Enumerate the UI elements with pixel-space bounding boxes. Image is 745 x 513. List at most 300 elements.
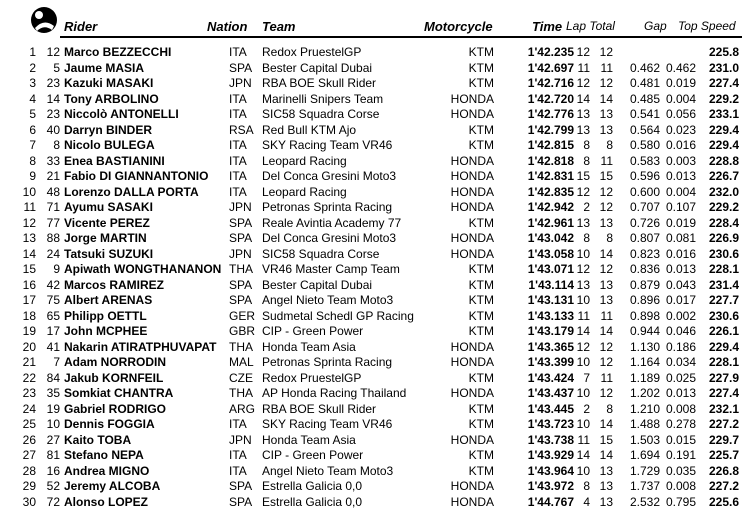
position-cell: 20 bbox=[22, 339, 36, 354]
rider-name-cell: Vicente PEREZ bbox=[64, 215, 150, 230]
gap-previous-cell: 0.016 bbox=[665, 246, 696, 261]
gap-first-cell: 0.807 bbox=[629, 231, 660, 245]
gap-first-cell: 0.583 bbox=[629, 153, 660, 168]
rider-number-cell: 88 bbox=[46, 231, 60, 245]
rider-name-cell: Stefano NEPA bbox=[64, 448, 144, 462]
lap-time-cell: 1'43.365 bbox=[527, 339, 574, 354]
team-cell: SKY Racing Team VR46 bbox=[262, 417, 393, 431]
gap-first-cell: 1.130 bbox=[629, 339, 660, 354]
gap-first-cell: 1.503 bbox=[629, 432, 660, 447]
rider-number-cell: 23 bbox=[46, 107, 60, 121]
position-cell: 27 bbox=[22, 448, 36, 462]
nation-cell: MAL bbox=[229, 355, 254, 369]
table-row bbox=[0, 433, 745, 449]
lap-time-cell: 1'42.961 bbox=[527, 215, 574, 230]
nation-cell: JPN bbox=[229, 200, 252, 214]
team-cell: SIC58 Squadra Corse bbox=[262, 107, 380, 121]
total-laps-cell: 13 bbox=[599, 122, 613, 137]
table-row bbox=[0, 154, 745, 170]
gap-previous-cell: 0.019 bbox=[665, 76, 696, 90]
gap-previous-cell: 0.004 bbox=[665, 91, 696, 106]
lap-cell: 10 bbox=[576, 417, 590, 431]
team-cell: Angel Nieto Team Moto3 bbox=[262, 293, 394, 307]
rider-number-cell: 75 bbox=[46, 293, 60, 307]
nation-cell: ARG bbox=[229, 401, 256, 416]
nation-cell: SPA bbox=[229, 293, 253, 307]
rider-number-cell: 16 bbox=[46, 463, 60, 478]
total-laps-cell: 11 bbox=[600, 153, 613, 168]
top-speed-cell: 228.1 bbox=[708, 262, 739, 276]
gap-previous-cell: 0.081 bbox=[665, 231, 696, 245]
total-laps-cell: 14 bbox=[599, 324, 613, 338]
team-cell: SKY Racing Team VR46 bbox=[262, 138, 393, 152]
total-laps-cell: 12 bbox=[599, 339, 613, 354]
team-cell: Red Bull KTM Ajo bbox=[262, 122, 357, 137]
position-cell: 3 bbox=[29, 76, 36, 90]
table-row bbox=[0, 386, 745, 402]
gap-first-cell: 2.532 bbox=[629, 494, 660, 509]
nation-cell: SPA bbox=[229, 494, 253, 509]
gap-previous-cell: 0.008 bbox=[665, 401, 696, 416]
table-row bbox=[0, 231, 745, 247]
position-cell: 6 bbox=[29, 122, 36, 137]
col-lap-total-header: Lap Total bbox=[566, 19, 615, 33]
team-cell: Petronas Sprinta Racing bbox=[262, 355, 393, 369]
team-cell: Marinelli Snipers Team bbox=[262, 91, 384, 106]
lap-time-cell: 1'43.424 bbox=[527, 370, 574, 385]
lap-time-cell: 1'43.179 bbox=[527, 324, 574, 338]
rider-name-cell: Nakarin ATIRATPHUVAPAT bbox=[64, 339, 217, 354]
motorcycle-cell: KTM bbox=[468, 417, 494, 431]
team-cell: RBA BOE Skull Rider bbox=[262, 401, 377, 416]
table-row bbox=[0, 293, 745, 309]
lap-cell: 13 bbox=[576, 277, 590, 292]
lap-time-cell: 1'43.972 bbox=[527, 479, 574, 493]
position-cell: 23 bbox=[22, 386, 36, 400]
top-speed-cell: 226.7 bbox=[708, 169, 739, 183]
lap-time-cell: 1'42.942 bbox=[527, 200, 574, 214]
rider-number-cell: 21 bbox=[46, 169, 60, 183]
rider-name-cell: John MCPHEE bbox=[64, 324, 148, 338]
lap-time-cell: 1'42.818 bbox=[527, 153, 574, 168]
rider-number-cell: 42 bbox=[46, 277, 60, 292]
team-cell: Angel Nieto Team Moto3 bbox=[262, 463, 394, 478]
table-row bbox=[0, 278, 745, 294]
rider-number-cell: 23 bbox=[46, 76, 60, 90]
gap-previous-cell: 0.016 bbox=[665, 138, 696, 152]
table-row bbox=[0, 355, 745, 371]
top-speed-cell: 232.1 bbox=[708, 401, 739, 416]
gap-previous-cell: 0.003 bbox=[665, 153, 696, 168]
lap-time-cell: 1'43.929 bbox=[527, 448, 574, 462]
team-cell: Del Conca Gresini Moto3 bbox=[262, 231, 397, 245]
lap-time-cell: 1'43.058 bbox=[527, 246, 574, 261]
position-cell: 26 bbox=[22, 432, 36, 447]
table-row bbox=[0, 107, 745, 123]
nation-cell: THA bbox=[229, 386, 253, 400]
top-speed-cell: 226.8 bbox=[708, 463, 739, 478]
total-laps-cell: 11 bbox=[600, 308, 613, 323]
motorcycle-rider-icon bbox=[30, 6, 58, 34]
motorcycle-cell: HONDA bbox=[450, 432, 494, 447]
motorcycle-cell: KTM bbox=[468, 308, 494, 323]
gap-first-cell: 0.726 bbox=[629, 215, 660, 230]
nation-cell: ITA bbox=[229, 91, 247, 106]
rider-number-cell: 14 bbox=[46, 91, 60, 106]
rider-name-cell: Dennis FOGGIA bbox=[64, 417, 155, 431]
gap-first-cell: 0.879 bbox=[629, 277, 660, 292]
position-cell: 19 bbox=[22, 324, 36, 338]
gap-first-cell: 1.210 bbox=[629, 401, 660, 416]
lap-cell: 15 bbox=[576, 169, 590, 183]
nation-cell: SPA bbox=[229, 60, 253, 75]
gap-previous-cell: 0.056 bbox=[665, 107, 696, 121]
team-cell: Reale Avintia Academy 77 bbox=[262, 215, 402, 230]
lap-cell: 12 bbox=[576, 76, 590, 90]
nation-cell: CZE bbox=[229, 370, 253, 385]
nation-cell: THA bbox=[229, 339, 253, 354]
team-cell: Leopard Racing bbox=[262, 184, 347, 199]
top-speed-cell: 227.4 bbox=[708, 76, 739, 90]
col-top-speed-header: Top Speed bbox=[678, 19, 736, 33]
gap-previous-cell: 0.002 bbox=[665, 308, 696, 323]
gap-previous-cell: 0.008 bbox=[665, 479, 696, 493]
rider-name-cell: Jakub KORNFEIL bbox=[64, 370, 164, 385]
gap-previous-cell: 0.462 bbox=[665, 60, 696, 75]
gap-first-cell: 1.202 bbox=[629, 386, 660, 400]
nation-cell: JPN bbox=[229, 246, 252, 261]
rider-number-cell: 48 bbox=[46, 184, 60, 199]
position-cell: 10 bbox=[22, 184, 36, 199]
gap-first-cell: 1.729 bbox=[629, 463, 660, 478]
col-time-header: Time bbox=[532, 19, 563, 34]
position-cell: 30 bbox=[22, 494, 36, 509]
table-row bbox=[0, 309, 745, 325]
rider-number-cell: 71 bbox=[46, 200, 60, 214]
team-cell: VR46 Master Camp Team bbox=[262, 262, 400, 276]
table-row bbox=[0, 169, 745, 185]
gap-previous-cell: 0.191 bbox=[665, 448, 696, 462]
lap-time-cell: 1'43.114 bbox=[528, 277, 574, 292]
position-cell: 24 bbox=[22, 401, 36, 416]
rider-name-cell: Jeremy ALCOBA bbox=[64, 479, 161, 493]
gap-first-cell: 1.488 bbox=[629, 417, 660, 431]
team-cell: AP Honda Racing Thailand bbox=[262, 386, 407, 400]
lap-cell: 4 bbox=[583, 494, 590, 509]
table-row bbox=[0, 216, 745, 232]
lap-time-cell: 1'42.799 bbox=[527, 122, 574, 137]
total-laps-cell: 12 bbox=[599, 386, 613, 400]
rider-name-cell: Gabriel RODRIGO bbox=[64, 401, 167, 416]
gap-first-cell: 0.596 bbox=[629, 169, 660, 183]
lap-cell: 10 bbox=[576, 386, 590, 400]
nation-cell: JPN bbox=[229, 432, 252, 447]
lap-cell: 14 bbox=[576, 448, 590, 462]
rider-number-cell: 35 bbox=[46, 386, 60, 400]
lap-cell: 11 bbox=[577, 308, 590, 323]
position-cell: 15 bbox=[22, 262, 36, 276]
motorcycle-cell: KTM bbox=[468, 401, 494, 416]
rider-number-cell: 17 bbox=[46, 324, 60, 338]
gap-first-cell: 1.694 bbox=[629, 448, 660, 462]
gap-previous-cell: 0.025 bbox=[665, 370, 696, 385]
total-laps-cell: 11 bbox=[600, 60, 613, 75]
table-row bbox=[0, 200, 745, 216]
rider-name-cell: Adam NORRODIN bbox=[64, 355, 167, 369]
gap-first-cell: 0.896 bbox=[629, 293, 660, 307]
total-laps-cell: 12 bbox=[599, 262, 613, 276]
motorcycle-cell: KTM bbox=[468, 448, 494, 462]
nation-cell: ITA bbox=[229, 463, 247, 478]
table-row bbox=[0, 185, 745, 201]
table-row bbox=[0, 402, 745, 418]
lap-time-cell: 1'43.723 bbox=[527, 417, 574, 431]
nation-cell: ITA bbox=[229, 45, 247, 59]
total-laps-cell: 14 bbox=[599, 417, 613, 431]
lap-time-cell: 1'43.738 bbox=[527, 432, 574, 447]
nation-cell: SPA bbox=[229, 231, 253, 245]
gap-previous-cell: 0.023 bbox=[665, 122, 696, 137]
lap-time-cell: 1'43.399 bbox=[527, 355, 574, 369]
top-speed-cell: 233.1 bbox=[708, 107, 739, 121]
top-speed-cell: 225.6 bbox=[708, 494, 739, 509]
motorcycle-cell: KTM bbox=[468, 76, 494, 90]
team-cell: Leopard Racing bbox=[262, 153, 347, 168]
lap-cell: 13 bbox=[576, 122, 590, 137]
rider-name-cell: Nicolo BULEGA bbox=[64, 138, 155, 152]
rider-number-cell: 84 bbox=[46, 370, 60, 385]
rider-number-cell: 81 bbox=[46, 448, 60, 462]
position-cell: 5 bbox=[29, 107, 36, 121]
nation-cell: ITA bbox=[229, 169, 247, 183]
nation-cell: ITA bbox=[229, 184, 247, 199]
gap-previous-cell: 0.034 bbox=[665, 355, 696, 369]
position-cell: 18 bbox=[22, 308, 36, 323]
total-laps-cell: 14 bbox=[599, 448, 613, 462]
rider-name-cell: Fabio DI GIANNANTONIO bbox=[64, 169, 209, 183]
col-team-header: Team bbox=[262, 19, 296, 34]
lap-cell: 14 bbox=[576, 324, 590, 338]
rider-name-cell: Jorge MARTIN bbox=[64, 231, 147, 245]
lap-cell: 12 bbox=[576, 184, 590, 199]
total-laps-cell: 8 bbox=[606, 401, 613, 416]
results-table bbox=[0, 45, 745, 510]
total-laps-cell: 14 bbox=[599, 246, 613, 261]
motorcycle-cell: HONDA bbox=[450, 200, 494, 214]
total-laps-cell: 8 bbox=[606, 138, 613, 152]
top-speed-cell: 229.4 bbox=[708, 339, 739, 354]
lap-cell: 10 bbox=[576, 355, 590, 369]
table-row bbox=[0, 92, 745, 108]
rider-name-cell: Alonso LOPEZ bbox=[64, 494, 148, 509]
lap-time-cell: 1'42.831 bbox=[527, 169, 574, 183]
lap-time-cell: 1'43.964 bbox=[527, 463, 574, 478]
lap-cell: 14 bbox=[576, 91, 590, 106]
gap-first-cell: 0.580 bbox=[629, 138, 660, 152]
gap-previous-cell: 0.013 bbox=[665, 169, 696, 183]
gap-first-cell: 0.600 bbox=[629, 184, 660, 199]
rider-name-cell: Lorenzo DALLA PORTA bbox=[64, 184, 199, 199]
gap-first-cell: 0.485 bbox=[629, 91, 660, 106]
team-cell: Honda Team Asia bbox=[262, 339, 356, 354]
top-speed-cell: 230.6 bbox=[708, 246, 739, 261]
position-cell: 7 bbox=[29, 138, 36, 152]
position-cell: 12 bbox=[22, 215, 36, 230]
position-cell: 29 bbox=[22, 479, 36, 493]
col-gap-header: Gap bbox=[644, 19, 667, 33]
rider-name-cell: Niccolò ANTONELLI bbox=[64, 107, 179, 121]
motorcycle-cell: HONDA bbox=[450, 479, 494, 493]
team-cell: SIC58 Squadra Corse bbox=[262, 246, 380, 261]
motorcycle-cell: KTM bbox=[468, 138, 494, 152]
lap-time-cell: 1'42.815 bbox=[527, 138, 574, 152]
motorcycle-cell: HONDA bbox=[450, 169, 494, 183]
lap-time-cell: 1'42.835 bbox=[527, 184, 574, 199]
motorcycle-cell: HONDA bbox=[450, 246, 494, 261]
team-cell: CIP - Green Power bbox=[262, 324, 364, 338]
lap-time-cell: 1'42.235 bbox=[527, 45, 574, 59]
total-laps-cell: 13 bbox=[599, 463, 613, 478]
motorcycle-cell: KTM bbox=[468, 215, 494, 230]
position-cell: 16 bbox=[22, 277, 36, 292]
top-speed-cell: 230.6 bbox=[708, 308, 739, 323]
rider-name-cell: Kaito TOBA bbox=[64, 432, 132, 447]
motorcycle-cell: HONDA bbox=[450, 494, 494, 509]
rider-name-cell: Andrea MIGNO bbox=[64, 463, 150, 478]
position-cell: 8 bbox=[29, 153, 36, 168]
team-cell: Honda Team Asia bbox=[262, 432, 356, 447]
motorcycle-cell: KTM bbox=[468, 370, 494, 385]
motorcycle-cell: HONDA bbox=[450, 153, 494, 168]
total-laps-cell: 12 bbox=[599, 355, 613, 369]
nation-cell: JPN bbox=[229, 76, 252, 90]
gap-previous-cell: 0.004 bbox=[665, 184, 696, 199]
gap-first-cell: 0.898 bbox=[629, 308, 660, 323]
rider-name-cell: Tatsuki SUZUKI bbox=[64, 246, 154, 261]
top-speed-cell: 232.0 bbox=[708, 184, 739, 199]
gap-previous-cell: 0.019 bbox=[665, 215, 696, 230]
col-rider-header: Rider bbox=[64, 19, 98, 34]
lap-time-cell: 1'43.071 bbox=[527, 262, 574, 276]
rider-number-cell: 72 bbox=[46, 494, 60, 509]
results-header bbox=[0, 0, 745, 40]
total-laps-cell: 12 bbox=[599, 45, 613, 59]
motorcycle-cell: KTM bbox=[468, 122, 494, 137]
lap-cell: 8 bbox=[583, 153, 590, 168]
table-row bbox=[0, 495, 745, 511]
table-row bbox=[0, 76, 745, 92]
top-speed-cell: 225.8 bbox=[708, 45, 739, 59]
lap-time-cell: 1'43.042 bbox=[527, 231, 574, 245]
rider-name-cell: Enea BASTIANINI bbox=[64, 153, 165, 168]
top-speed-cell: 229.2 bbox=[708, 200, 739, 214]
lap-cell: 12 bbox=[576, 45, 590, 59]
team-cell: Redox PruestelGP bbox=[262, 370, 362, 385]
gap-previous-cell: 0.013 bbox=[665, 386, 696, 400]
rider-name-cell: Darryn BINDER bbox=[64, 122, 153, 137]
table-row bbox=[0, 324, 745, 340]
lap-time-cell: 1'43.131 bbox=[527, 293, 574, 307]
rider-name-cell: Marco BEZZECCHI bbox=[64, 45, 172, 59]
lap-cell: 2 bbox=[583, 200, 590, 214]
table-row bbox=[0, 262, 745, 278]
lap-time-cell: 1'42.776 bbox=[527, 107, 574, 121]
top-speed-cell: 231.0 bbox=[708, 60, 739, 75]
motorcycle-cell: KTM bbox=[468, 262, 494, 276]
rider-number-cell: 77 bbox=[46, 215, 60, 230]
rider-name-cell: Apiwath WONGTHANANON bbox=[64, 262, 221, 276]
total-laps-cell: 8 bbox=[606, 231, 613, 245]
motorcycle-cell: HONDA bbox=[450, 355, 494, 369]
rider-number-cell: 8 bbox=[53, 138, 60, 152]
team-cell: Bester Capital Dubai bbox=[262, 277, 373, 292]
gap-previous-cell: 0.046 bbox=[665, 324, 696, 338]
team-cell: Estrella Galicia 0,0 bbox=[262, 494, 363, 509]
nation-cell: GBR bbox=[229, 324, 256, 338]
gap-previous-cell: 0.043 bbox=[665, 277, 696, 292]
lap-cell: 2 bbox=[583, 401, 590, 416]
gap-first-cell: 0.462 bbox=[629, 60, 660, 75]
motorcycle-cell: HONDA bbox=[450, 386, 494, 400]
lap-time-cell: 1'42.716 bbox=[527, 76, 574, 90]
rider-name-cell: Albert ARENAS bbox=[64, 293, 153, 307]
rider-name-cell: Kazuki MASAKI bbox=[64, 76, 154, 90]
gap-first-cell: 1.164 bbox=[629, 355, 660, 369]
position-cell: 25 bbox=[22, 417, 36, 431]
rider-number-cell: 27 bbox=[46, 432, 60, 447]
motorcycle-cell: KTM bbox=[468, 324, 494, 338]
team-cell: Estrella Galicia 0,0 bbox=[262, 479, 363, 493]
total-laps-cell: 13 bbox=[599, 215, 613, 230]
position-cell: 17 bbox=[22, 293, 36, 307]
position-cell: 14 bbox=[22, 246, 36, 261]
team-cell: Bester Capital Dubai bbox=[262, 60, 373, 75]
lap-time-cell: 1'43.437 bbox=[527, 386, 574, 400]
lap-time-cell: 1'42.720 bbox=[527, 91, 574, 106]
lap-cell: 10 bbox=[576, 463, 590, 478]
top-speed-cell: 227.9 bbox=[708, 370, 739, 385]
gap-first-cell: 0.481 bbox=[629, 76, 660, 90]
total-laps-cell: 13 bbox=[599, 293, 613, 307]
total-laps-cell: 12 bbox=[599, 200, 613, 214]
position-cell: 13 bbox=[22, 231, 36, 245]
top-speed-cell: 228.1 bbox=[708, 355, 739, 369]
motorcycle-cell: KTM bbox=[468, 463, 494, 478]
gap-first-cell: 0.707 bbox=[629, 200, 660, 214]
top-speed-cell: 227.2 bbox=[708, 417, 739, 431]
top-speed-cell: 226.1 bbox=[708, 324, 739, 338]
team-cell: Redox PruestelGP bbox=[262, 45, 362, 59]
col-nation-header: Nation bbox=[207, 19, 248, 34]
top-speed-cell: 229.4 bbox=[708, 138, 739, 152]
gap-previous-cell: 0.013 bbox=[665, 262, 696, 276]
position-cell: 9 bbox=[29, 169, 36, 183]
table-row bbox=[0, 61, 745, 77]
lap-cell: 8 bbox=[583, 231, 590, 245]
gap-first-cell: 0.823 bbox=[629, 246, 660, 261]
position-cell: 11 bbox=[23, 200, 36, 214]
table-row bbox=[0, 448, 745, 464]
lap-cell: 10 bbox=[576, 246, 590, 261]
table-row bbox=[0, 479, 745, 495]
gap-previous-cell: 0.035 bbox=[665, 463, 696, 478]
total-laps-cell: 13 bbox=[599, 494, 613, 509]
header-divider bbox=[60, 36, 742, 38]
motorcycle-cell: HONDA bbox=[450, 231, 494, 245]
nation-cell: ITA bbox=[229, 107, 247, 121]
rider-name-cell: Philipp OETTL bbox=[64, 308, 147, 323]
total-laps-cell: 13 bbox=[599, 107, 613, 121]
